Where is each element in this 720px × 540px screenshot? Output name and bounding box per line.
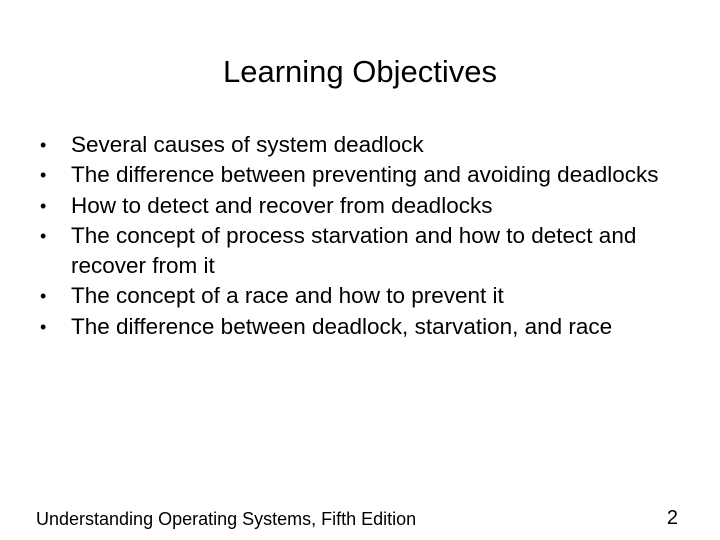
footer-book-title: Understanding Operating Systems, Fifth Edition bbox=[36, 509, 417, 529]
bullet-item bbox=[40, 312, 690, 342]
slide-title: Learning Objectives bbox=[223, 54, 497, 89]
bullet-list bbox=[40, 130, 690, 342]
bullet-item bbox=[40, 130, 690, 160]
bullet-dot-icon: • bbox=[40, 195, 47, 216]
bullet-item bbox=[40, 221, 690, 282]
bullet-item bbox=[40, 191, 690, 221]
bullet-item bbox=[40, 160, 690, 190]
bullet-text: How to detect and recover from deadlocks bbox=[71, 192, 493, 218]
page-number: 2 bbox=[666, 507, 678, 529]
bullet-text: The difference between preventing and avoiding deadlocks bbox=[71, 162, 659, 188]
bullet-dot-icon: • bbox=[40, 225, 47, 246]
bullet-dot-icon: • bbox=[40, 135, 47, 155]
bullet-dot-icon: • bbox=[40, 165, 47, 186]
bullet-dot-icon: • bbox=[40, 316, 47, 337]
bullet-text: The difference between deadlock, starvation, and race bbox=[71, 313, 613, 339]
bullet-text: The concept of process starvation and how to detect and recover from it bbox=[71, 222, 637, 279]
bullet-text: Several causes of system deadlock bbox=[71, 132, 424, 157]
bullet-item bbox=[40, 281, 690, 311]
bullet-text: The concept of a race and how to prevent it bbox=[71, 283, 504, 309]
bullet-dot-icon: • bbox=[40, 286, 47, 307]
